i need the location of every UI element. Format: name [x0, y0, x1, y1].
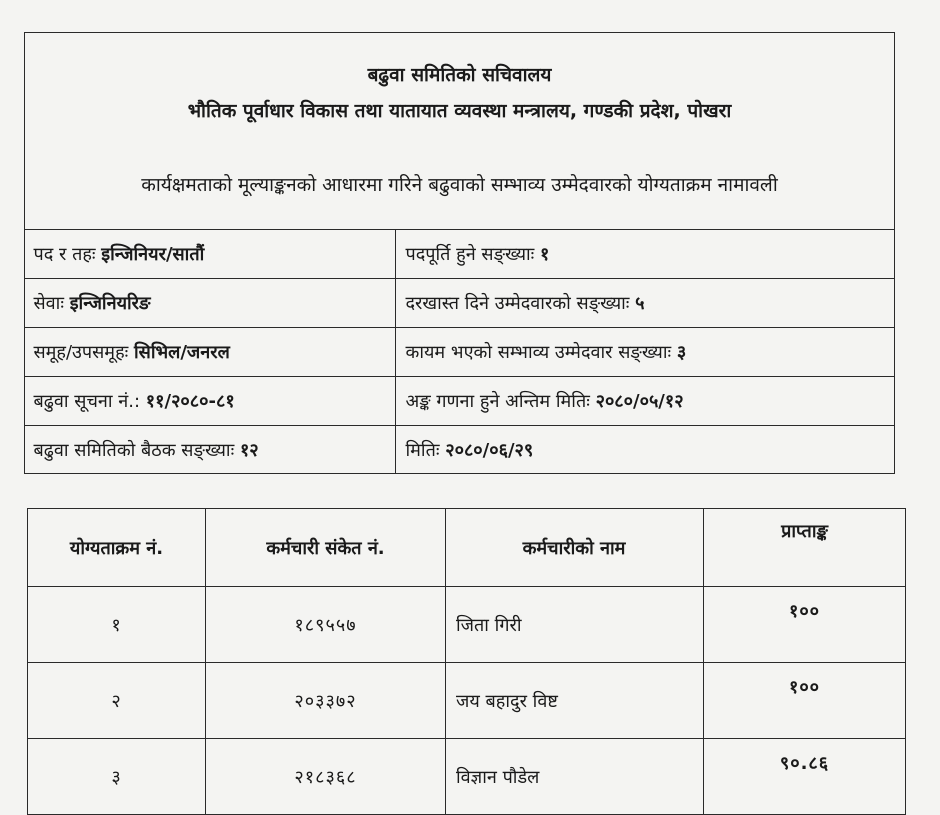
- info-label: अङ्क गणना हुने अन्तिम मितिः: [405, 391, 596, 412]
- info-table: [24, 229, 895, 474]
- info-value: २०८०/०६/२९: [445, 440, 534, 461]
- info-cell-left: [24, 328, 396, 377]
- info-row: [24, 279, 895, 328]
- cell-rank: २: [28, 663, 206, 739]
- table-header-row: [28, 509, 906, 587]
- info-label: कायम भएको सम्भाव्य उम्मेदवार सङ्ख्याः: [405, 342, 677, 363]
- info-label: बढुवा समितिको बैठक सङ्ख्याः: [33, 440, 240, 461]
- info-label: पदपूर्ति हुने सङ्ख्याः: [405, 244, 541, 265]
- info-label: समूह/उपसमूहः: [33, 342, 134, 363]
- table-row: [28, 739, 906, 815]
- info-cell-right: [395, 426, 895, 475]
- col-header-employee-name: कर्मचारीको नाम: [446, 509, 704, 587]
- cell-employee-name: जय बहादुर विष्ट: [446, 663, 704, 739]
- cell-score: १००: [704, 663, 906, 739]
- info-cell-right: [395, 279, 895, 328]
- info-label: दरखास्त दिने उम्मेदवारको सङ्ख्याः: [405, 293, 636, 314]
- list-title: कार्यक्षमताको मूल्याङ्कनको आधारमा गरिने बढुवाको सम्भाव्य उम्मेदवारको योग्यताक्रम नामावली: [141, 174, 778, 196]
- ministry-title: भौतिक पूर्वाधार विकास तथा यातायात व्यवस्था मन्त्रालय, गण्डकी प्रदेश, पोखरा: [187, 100, 732, 122]
- cell-employee-name: जिता गिरी: [446, 587, 704, 663]
- info-value: ११/२०८०-८१: [145, 391, 235, 412]
- info-value: ५: [635, 293, 645, 314]
- info-cell-left: [24, 426, 396, 475]
- info-row: [24, 230, 895, 279]
- info-value: १: [540, 244, 550, 265]
- info-cell-left: [24, 279, 396, 328]
- info-value: इन्जिनियर/सातौं: [101, 244, 205, 265]
- info-value: सिभिल/जनरल: [134, 342, 230, 363]
- info-label: पद र तहः: [33, 244, 102, 265]
- cell-score: १००: [704, 587, 906, 663]
- info-value: १२: [239, 440, 259, 461]
- cell-employee-name: विज्ञान पौडेल: [446, 739, 704, 815]
- notice-header: [25, 33, 894, 229]
- cell-employee-code: २१८३६८: [206, 739, 446, 815]
- col-header-rank: योग्यताक्रम नं.: [28, 509, 206, 587]
- secretariat-title: बढुवा समितिको सचिवालय: [367, 64, 552, 86]
- info-row: [24, 377, 895, 426]
- info-cell-left: [24, 377, 396, 426]
- info-cell-right: [395, 328, 895, 377]
- info-label: बढुवा सूचना नं.:: [33, 391, 146, 412]
- table-row: [28, 587, 906, 663]
- info-label: मितिः: [405, 440, 446, 461]
- info-value: इन्जिनियरिङ: [69, 293, 151, 314]
- table-row: [28, 663, 906, 739]
- col-header-score: प्राप्ताङ्क: [704, 509, 906, 587]
- info-cell-right: [395, 230, 895, 279]
- cell-rank: १: [28, 587, 206, 663]
- cell-employee-code: २०३३७२: [206, 663, 446, 739]
- info-row: [24, 426, 895, 475]
- info-label: सेवाः: [33, 293, 70, 314]
- info-row: [24, 328, 895, 377]
- col-header-employee-code: कर्मचारी संकेत नं.: [206, 509, 446, 587]
- cell-employee-code: १८९५५७: [206, 587, 446, 663]
- info-value: ३: [676, 342, 687, 363]
- info-cell-right: [395, 377, 895, 426]
- info-value: २०८०/०५/१२: [595, 391, 684, 412]
- cell-rank: ३: [28, 739, 206, 815]
- candidate-table: [27, 508, 906, 815]
- info-cell-left: [24, 230, 396, 279]
- notice-frame: [24, 32, 895, 474]
- cell-score: ९०.८६: [704, 739, 906, 815]
